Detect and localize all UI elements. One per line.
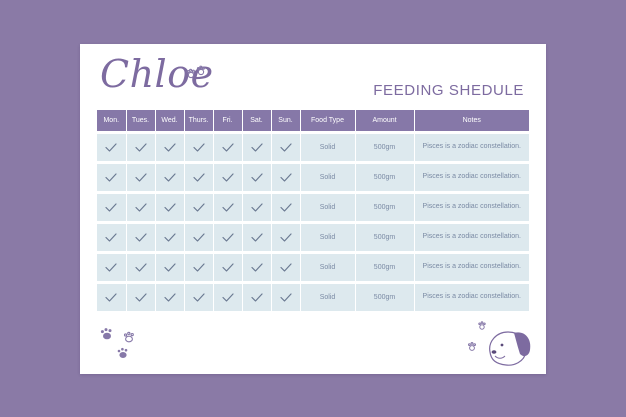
header-sat: Sat. (242, 110, 271, 133)
table-row (97, 133, 529, 163)
check-icon (242, 223, 271, 253)
check-icon (97, 163, 126, 193)
header-notes: Notes (414, 110, 529, 133)
food-type-cell: Solid (300, 163, 355, 193)
header-mon: Mon. (97, 110, 126, 133)
header-fri: Fri. (213, 110, 242, 133)
header-tues: Tues. (126, 110, 155, 133)
table-row (97, 283, 529, 312)
amount-cell: 500gm (355, 133, 414, 163)
header-wed: Wed. (155, 110, 184, 133)
pet-name: Chloe (100, 52, 214, 96)
notes-cell: Pisces is a zodiac constellation. (414, 193, 529, 223)
check-icon (184, 163, 213, 193)
check-icon (126, 163, 155, 193)
header-row (97, 110, 529, 133)
header-amount: Amount (355, 110, 414, 133)
food-type-cell: Solid (300, 193, 355, 223)
header-sun: Sun. (271, 110, 300, 133)
check-icon (213, 253, 242, 283)
amount-cell: 500gm (355, 193, 414, 223)
check-icon (271, 283, 300, 312)
check-icon (97, 193, 126, 223)
food-type-cell: Solid (300, 223, 355, 253)
food-type-cell: Solid (300, 133, 355, 163)
amount-cell: 500gm (355, 283, 414, 312)
check-icon (184, 193, 213, 223)
check-icon (155, 283, 184, 312)
check-icon (155, 223, 184, 253)
amount-cell: 500gm (355, 163, 414, 193)
paw-print-icon (98, 326, 138, 360)
check-icon (126, 193, 155, 223)
check-icon (271, 163, 300, 193)
amount-cell: 500gm (355, 223, 414, 253)
check-icon (242, 133, 271, 163)
table-row (97, 223, 529, 253)
check-icon (184, 223, 213, 253)
check-icon (242, 283, 271, 312)
check-icon (155, 133, 184, 163)
check-icon (213, 163, 242, 193)
check-icon (213, 133, 242, 163)
check-icon (242, 253, 271, 283)
check-icon (271, 223, 300, 253)
check-icon (271, 253, 300, 283)
check-icon (126, 283, 155, 312)
schedule-title: FEEDING SHEDULE (373, 82, 524, 99)
check-icon (213, 283, 242, 312)
check-icon (213, 223, 242, 253)
check-icon (242, 193, 271, 223)
check-icon (126, 133, 155, 163)
check-icon (97, 133, 126, 163)
food-type-cell: Solid (300, 253, 355, 283)
table-row (97, 163, 529, 193)
check-icon (126, 253, 155, 283)
feeding-table (97, 110, 529, 311)
check-icon (97, 223, 126, 253)
schedule-card (80, 44, 546, 374)
table-row (97, 193, 529, 223)
check-icon (184, 253, 213, 283)
check-icon (155, 253, 184, 283)
check-icon (213, 193, 242, 223)
notes-cell: Pisces is a zodiac constellation. (414, 223, 529, 253)
notes-cell: Pisces is a zodiac constellation. (414, 163, 529, 193)
check-icon (126, 223, 155, 253)
paw-print-icon (186, 64, 208, 80)
check-icon (155, 163, 184, 193)
notes-cell: Pisces is a zodiac constellation. (414, 133, 529, 163)
notes-cell: Pisces is a zodiac constellation. (414, 253, 529, 283)
check-icon (97, 283, 126, 312)
check-icon (271, 133, 300, 163)
dog-face-icon (462, 320, 532, 368)
check-icon (271, 193, 300, 223)
amount-cell: 500gm (355, 253, 414, 283)
check-icon (184, 283, 213, 312)
notes-cell: Pisces is a zodiac constellation. (414, 283, 529, 312)
check-icon (155, 193, 184, 223)
check-icon (242, 163, 271, 193)
table-row (97, 253, 529, 283)
check-icon (97, 253, 126, 283)
header-food-type: Food Type (300, 110, 355, 133)
check-icon (184, 133, 213, 163)
header-thurs: Thurs. (184, 110, 213, 133)
food-type-cell: Solid (300, 283, 355, 312)
